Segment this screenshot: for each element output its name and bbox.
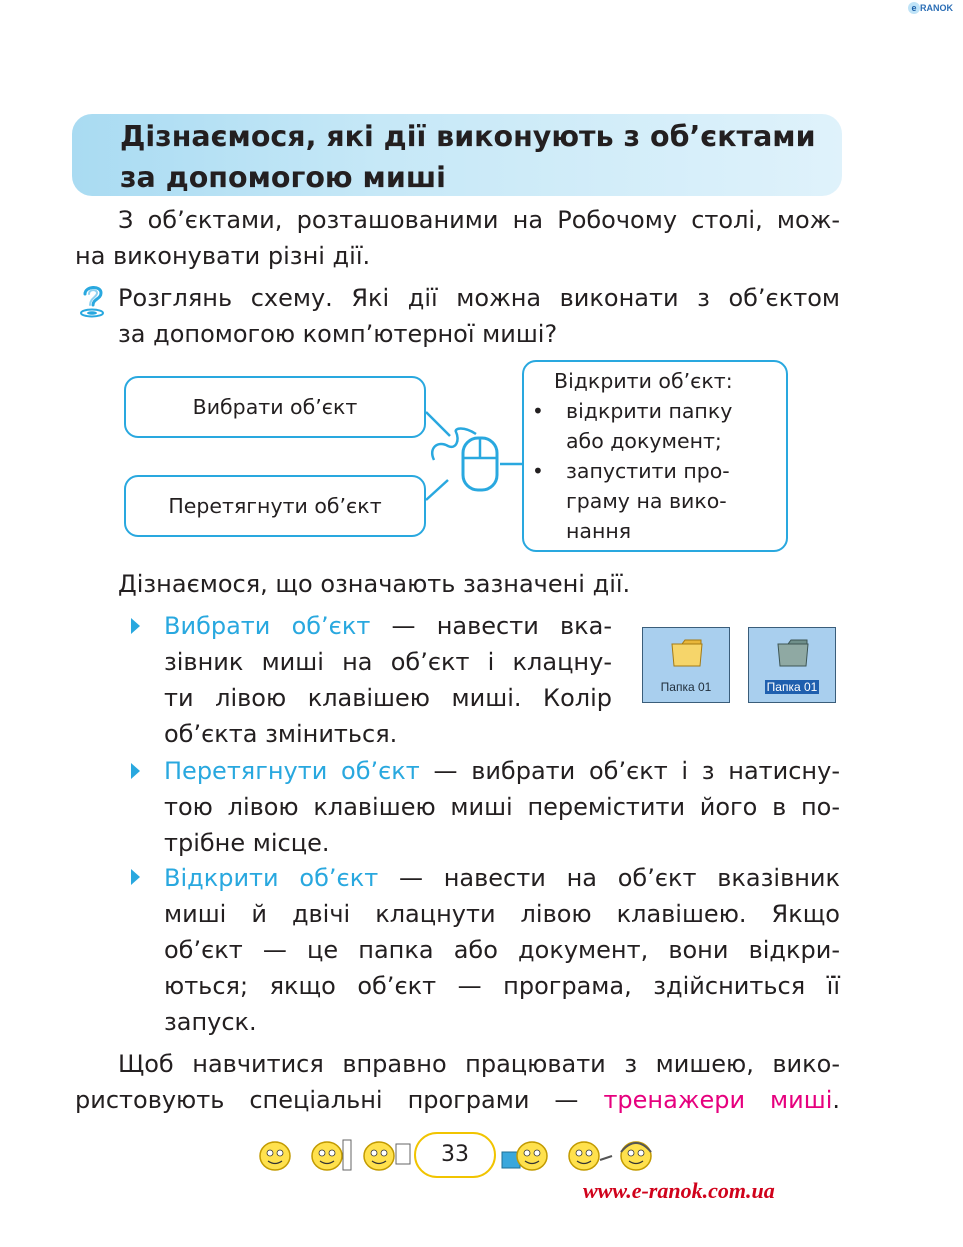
- question-line-2: за допомогою комп’ютерної миші?: [118, 320, 558, 348]
- item-1-line-2: зівник миші на об’єкт і клацну-: [164, 648, 612, 676]
- select-object-label: Вибрати об’єкт: [192, 395, 358, 419]
- drag-object-label: Перетягнути об’єкт: [168, 494, 382, 518]
- publisher-url[interactable]: www.e-ranok.com.ua: [583, 1178, 775, 1203]
- item-3-line-5: запуск.: [164, 1008, 257, 1036]
- item-2-line-1: [164, 753, 840, 789]
- question-icon: [76, 282, 110, 322]
- logo-e-icon: e: [908, 2, 920, 14]
- open-object-box: [522, 360, 788, 552]
- closing-line-2: [75, 1082, 840, 1118]
- logo-text: RANOK: [920, 3, 953, 13]
- section-heading: [72, 114, 842, 196]
- item-3-line-2: миші й двічі клацнути лівою клавішею. Якщо: [164, 900, 840, 928]
- item-3-term: Відкрити об’єкт: [164, 864, 379, 892]
- triangle-bullet-icon: [131, 763, 140, 779]
- folder-icon: [776, 638, 810, 668]
- item-1-term: Вибрати об’єкт: [164, 612, 371, 640]
- select-object-box: [124, 376, 426, 438]
- item-1-line-1-rest: — навести вка-: [370, 612, 612, 640]
- item-2-line-2: тою лівою клавішею миші перемістити його в по-: [164, 793, 840, 821]
- item-3-line-4: ються; якщо об’єкт — програма, здійсниться її: [164, 972, 840, 1000]
- bullet-icon: •: [532, 399, 544, 423]
- intro-line-2: на виконувати різні дії.: [75, 242, 371, 270]
- open-item-2-line-3: нання: [566, 519, 632, 543]
- folder-label: Папка 01: [660, 680, 712, 694]
- item-2-term: Перетягнути об’єкт: [164, 757, 420, 785]
- folder-icon: [670, 638, 704, 668]
- intro-line-1: З об’єктами, розташованими на Робочому столі, мож-: [118, 206, 840, 234]
- folder-unselected: [642, 627, 730, 703]
- item-3-line-3: об’єкт — це папка або документ, вони відкри-: [164, 936, 840, 964]
- bullet-icon: •: [532, 459, 544, 483]
- open-item-2-line-2: граму на вико-: [566, 489, 727, 513]
- closing-line-2-start: ристовують спеціальні програми —: [75, 1086, 604, 1114]
- open-item-1-line-2: або документ;: [566, 429, 722, 453]
- question-line-1: Розглянь схему. Які дії можна виконати з об’єктом: [118, 284, 840, 312]
- mouse-trainers-term: тренажери миші: [603, 1086, 833, 1114]
- folder-label-selected: [749, 680, 835, 694]
- folder-selected: [748, 627, 836, 703]
- open-item-1-line-1: відкрити папку: [566, 399, 733, 423]
- mouse-icon: [420, 400, 530, 510]
- explain-intro: Дізнаємося, що означають зазначені дії.: [118, 570, 631, 598]
- item-2-line-3: трібне місце.: [164, 829, 330, 857]
- triangle-bullet-icon: [131, 869, 140, 885]
- section-title-line-2: за допомогою миші: [120, 161, 446, 194]
- section-title-line-1: Дізнаємося, які дії виконують з об’єктами: [120, 120, 816, 153]
- drag-object-box: [124, 475, 426, 537]
- item-3-line-1: [164, 860, 840, 896]
- open-item-2-line-1: запустити про-: [566, 459, 730, 483]
- folder-label-text: Папка 01: [766, 680, 818, 694]
- page-number: 33: [414, 1132, 496, 1178]
- mascots-right-icon: [500, 1134, 660, 1176]
- triangle-bullet-icon: [131, 618, 140, 634]
- item-1-line-1: [164, 608, 612, 644]
- item-1-line-4: об’єкта зміниться.: [164, 720, 398, 748]
- mascots-left-icon: [255, 1134, 415, 1176]
- item-1-line-3: ти лівою клавішею миші. Колір: [164, 684, 612, 712]
- closing-line-2-end: .: [832, 1086, 841, 1114]
- publisher-logo: [908, 2, 953, 14]
- open-object-title: Відкрити об’єкт:: [554, 369, 733, 393]
- item-3-line-1-rest: — навести на об’єкт вказівник: [378, 864, 840, 892]
- item-2-line-1-rest: — вибрати об’єкт і з натисну-: [419, 757, 840, 785]
- section-title: [120, 116, 816, 198]
- closing-line-1: Щоб навчитися вправно працювати з мишею, вико-: [118, 1050, 840, 1078]
